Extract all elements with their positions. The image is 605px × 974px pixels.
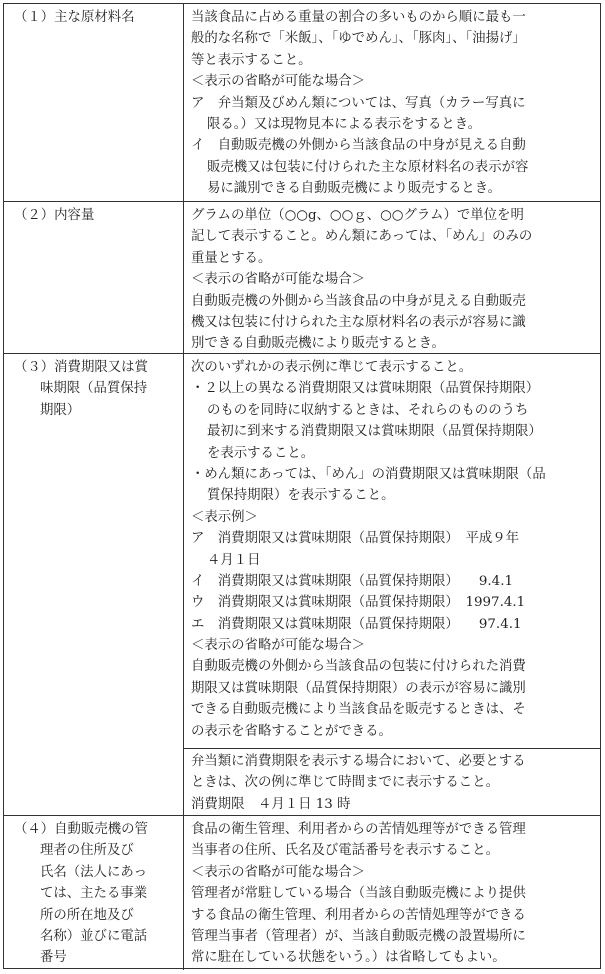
content-line: 自動販売機の外側から当該食品の包装に付けられた消費 — [191, 659, 526, 675]
row-label: 名称）並びに電話 — [40, 928, 148, 944]
table-row-manager-info — [4, 816, 600, 970]
row-label: 氏名（法人にあっ — [40, 864, 147, 880]
content-line: 易に識別できる自動販売機により販売するとき。 — [207, 181, 502, 197]
table-row-expiry-date — [4, 354, 600, 816]
cell-divider — [184, 748, 600, 749]
content-line: する食品の衛生管理、利用者からの苦情処理等ができる — [191, 907, 526, 923]
row-content-cell — [184, 4, 600, 201]
content-line: 機又は包装に付けられた主な原材料名の表示が容易に識 — [191, 314, 526, 330]
content-line: ア 弁当類及びめん類については、写真（カラー写真に — [191, 95, 526, 111]
row-content-cell — [184, 354, 600, 815]
row-label: （３）消費期限又は賞 — [14, 360, 148, 375]
content-line: 当事者の住所、氏名及び電話番号を表示すること。 — [191, 843, 499, 859]
content-line: 質保持期限）を表示すること。 — [207, 488, 395, 504]
regulation-table — [3, 3, 601, 969]
content-line: 期限又は賞味期限（品質保持期限）の表示が容易に識別 — [191, 680, 526, 696]
table-row-ingredients — [4, 4, 600, 202]
content-line: ４月１日 — [207, 552, 261, 568]
content-line: ＜表示例＞ — [191, 509, 258, 525]
content-line: のものを同時に収納するときは、それらのもののうち — [207, 402, 529, 418]
content-line: エ 消費期限又は賞味期限（品質保持期限） 97.4.1 — [191, 616, 522, 632]
content-line: 食品の衛生管理、利用者からの苦情処理等ができる管理 — [191, 822, 526, 837]
row-label: （２）内容量 — [14, 208, 95, 223]
content-line: 弁当類に消費期限を表示する場合において、必要とする — [191, 754, 526, 769]
content-line: ときは、次の例に準じて時間までに表示すること。 — [191, 775, 499, 791]
content-line: 等と表示すること。 — [191, 52, 312, 68]
content-line: グラムの単位（○○g、○○ｇ、○○グラム）で単位を明 — [191, 208, 524, 223]
row-label-cell — [4, 4, 184, 201]
row-label: （４）自動販売機の管 — [14, 822, 148, 837]
content-line: を表示すること。 — [207, 445, 315, 461]
content-line: 販売機又は包装に付けられた主な原材料名の表示が容 — [207, 159, 529, 175]
content-line: イ 自動販売機の外側から当該食品の中身が見える自動 — [191, 138, 526, 154]
row-label: 理者の住所及び — [40, 843, 134, 859]
content-line: できる自動販売機により当該食品を販売するときは、そ — [191, 702, 526, 718]
content-line: 別できる自動販売機により販売するとき。 — [191, 336, 445, 352]
row-label: （１）主な原材料名 — [14, 10, 135, 25]
table-row-net-quantity — [4, 202, 600, 354]
content-line: ＜表示の省略が可能な場合＞ — [191, 74, 366, 90]
content-line: 管理当事者（管理者）が、当該自動販売機の設置場所に — [191, 928, 526, 944]
content-line: ・２以上の異なる消費期限又は賞味期限（品質保持期限） — [191, 381, 540, 397]
content-line: ＜表示の省略が可能な場合＞ — [191, 638, 366, 654]
row-label: 味期限（品質保持 — [40, 381, 148, 397]
row-label: ては、主たる事業 — [40, 886, 148, 902]
row-content-cell — [184, 202, 600, 353]
content-line: ＜表示の省略が可能な場合＞ — [191, 864, 366, 880]
content-line: 重量とする。 — [191, 250, 272, 266]
content-line: ＜表示の省略が可能な場合＞ — [191, 272, 366, 288]
row-label-cell — [4, 354, 184, 815]
row-content-cell — [184, 816, 600, 970]
content-line: の表示を省略することができる。 — [191, 723, 392, 739]
content-line: 自動販売機の外側から当該食品の中身が見える自動販売 — [191, 293, 526, 309]
content-line: 記して表示すること。めん類にあっては、「めん」のみの — [191, 229, 533, 245]
time-note-block — [191, 751, 594, 815]
content-line: 次のいずれかの表示例に準じて表示すること。 — [191, 360, 473, 375]
row-label-cell — [4, 202, 184, 353]
content-line: 常に駐在している状態をいう。）は省略してもよい。 — [191, 950, 506, 966]
content-line: 当該食品に占める重量の割合の多いものから順に最も一 — [191, 10, 526, 25]
content-line: 消費期限 ４月１日 13 時 — [191, 796, 351, 812]
content-line: 般的な名称で「米飯」、「ゆでめん」、「豚肉」、「油揚げ」 — [191, 31, 526, 47]
content-line: 限る。）又は現物見本による表示をするとき。 — [207, 116, 481, 132]
row-label: 期限） — [40, 402, 81, 418]
content-line: 管理者が常駐している場合（当該自動販売機により提供 — [191, 886, 526, 902]
content-line: 最初に到来する消費期限又は賞味期限（品質保持期限） — [207, 424, 542, 440]
row-label: 番号 — [40, 950, 67, 966]
content-line: ア 消費期限又は賞味期限（品質保持期限） 平成９年 — [191, 531, 520, 547]
content-line: ・めん類にあっては、「めん」の消費期限又は賞味期限（品 — [191, 466, 546, 482]
content-line: イ 消費期限又は賞味期限（品質保持期限） 9.4.1 — [191, 573, 513, 589]
content-line: ウ 消費期限又は賞味期限（品質保持期限） 1997.4.1 — [191, 595, 526, 611]
row-label-cell — [4, 816, 184, 970]
row-label: 所の所在地及び — [40, 907, 134, 923]
